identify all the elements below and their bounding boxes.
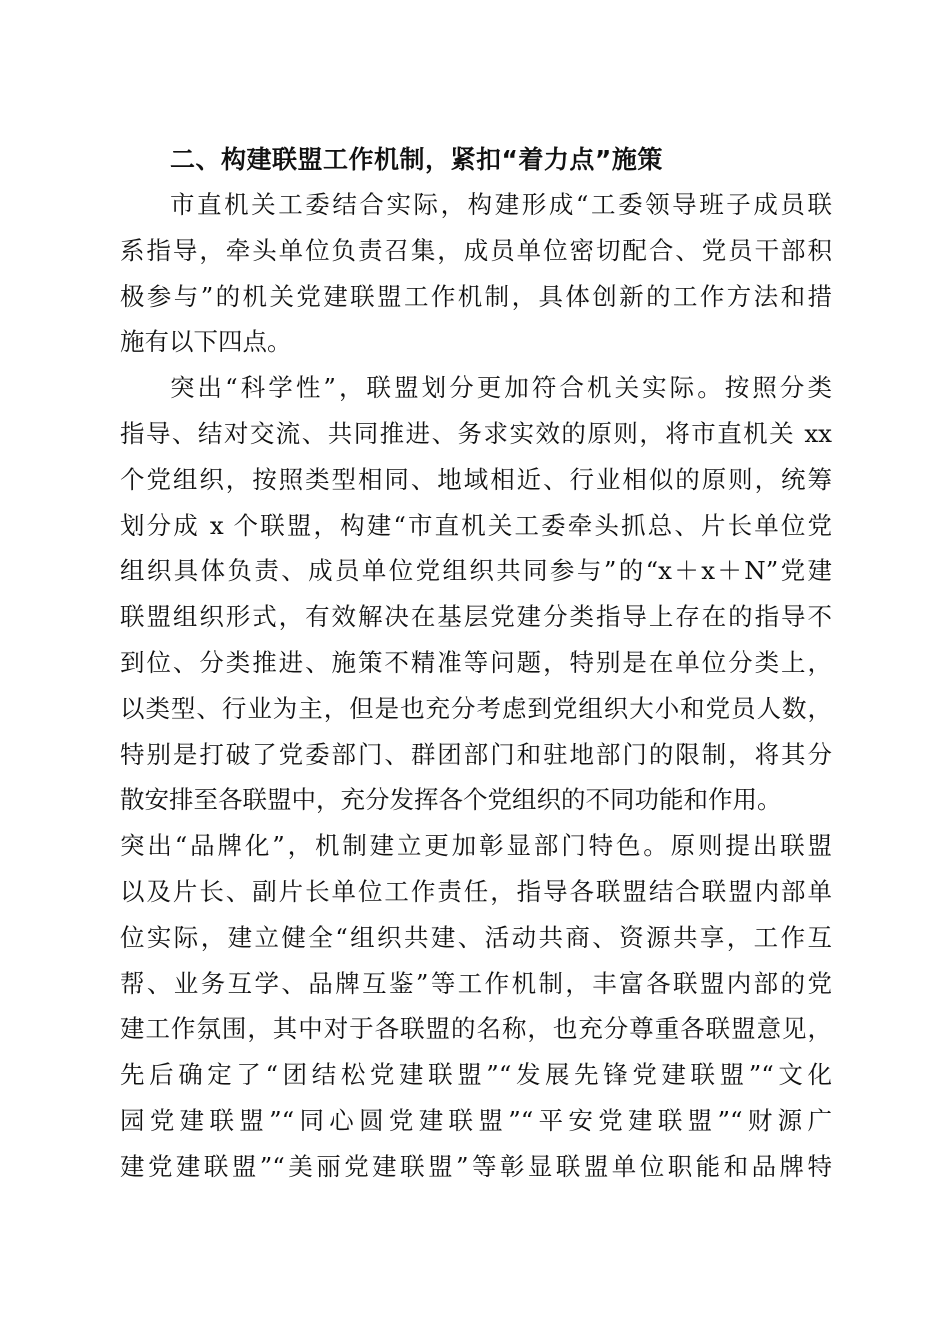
- paragraph-line: 个党组织，按照类型相同、地域相近、行业相似的原则，统筹: [120, 464, 832, 494]
- paragraph-line: 以类型、行业为主，但是也充分考虑到党组织大小和党员人数，: [120, 693, 832, 723]
- section-heading: 二、构建联盟工作机制，紧扣“着力点”施策: [170, 145, 663, 174]
- paragraph-line: 指导、结对交流、共同推进、务求实效的原则，将市直机关 xx: [120, 418, 832, 448]
- paragraph-line: 施有以下四点。: [120, 327, 292, 357]
- paragraph-line: 联盟组织形式，有效解决在基层党建分类指导上存在的指导不: [120, 602, 832, 632]
- paragraph-line: 帮、业务互学、品牌互鉴”等工作机制，丰富各联盟内部的党: [120, 968, 832, 998]
- paragraph-line: 系指导，牵头单位负责召集，成员单位密切配合、党员干部积: [120, 235, 832, 265]
- paragraph-line: 市直机关工委结合实际，构建形成“工委领导班子成员联: [170, 190, 832, 219]
- paragraph-line: 位实际，建立健全“组织共建、活动共商、资源共享，工作互: [120, 922, 832, 952]
- document-body: [120, 138, 832, 1190]
- paragraph-line: 建工作氛围，其中对于各联盟的名称，也充分尊重各联盟意见，: [120, 1014, 832, 1044]
- paragraph-line: 极参与”的机关党建联盟工作机制，具体创新的工作方法和措: [120, 281, 832, 311]
- paragraph-line: 突出“品牌化”，机制建立更加彰显部门特色。原则提出联盟: [120, 831, 832, 861]
- paragraph-line: 以及片长、副片长单位工作责任，指导各联盟结合联盟内部单: [120, 876, 832, 906]
- paragraph-line: 划分成 x 个联盟，构建“市直机关工委牵头抓总、片长单位党: [120, 510, 832, 540]
- paragraph-line: 先后确定了“团结松党建联盟”“发展先锋党建联盟”“文化: [120, 1060, 832, 1090]
- paragraph-line: 到位、分类推进、施策不精准等问题，特别是在单位分类上，: [120, 647, 832, 677]
- paragraph-line: 建党建联盟”“美丽党建联盟”等彰显联盟单位职能和品牌特: [120, 1151, 832, 1181]
- paragraph-line: 特别是打破了党委部门、群团部门和驻地部门的限制，将其分: [120, 739, 832, 769]
- paragraph-line: 组织具体负责、成员单位党组织共同参与”的“x＋x＋N”党建: [120, 556, 832, 586]
- paragraph-line: 突出“科学性”，联盟划分更加符合机关实际。按照分类: [170, 373, 832, 403]
- paragraph-line: 散安排至各联盟中，充分发挥各个党组织的不同功能和作用。: [120, 785, 782, 815]
- paragraph-line: 园党建联盟”“同心圆党建联盟”“平安党建联盟”“财源广: [120, 1105, 832, 1135]
